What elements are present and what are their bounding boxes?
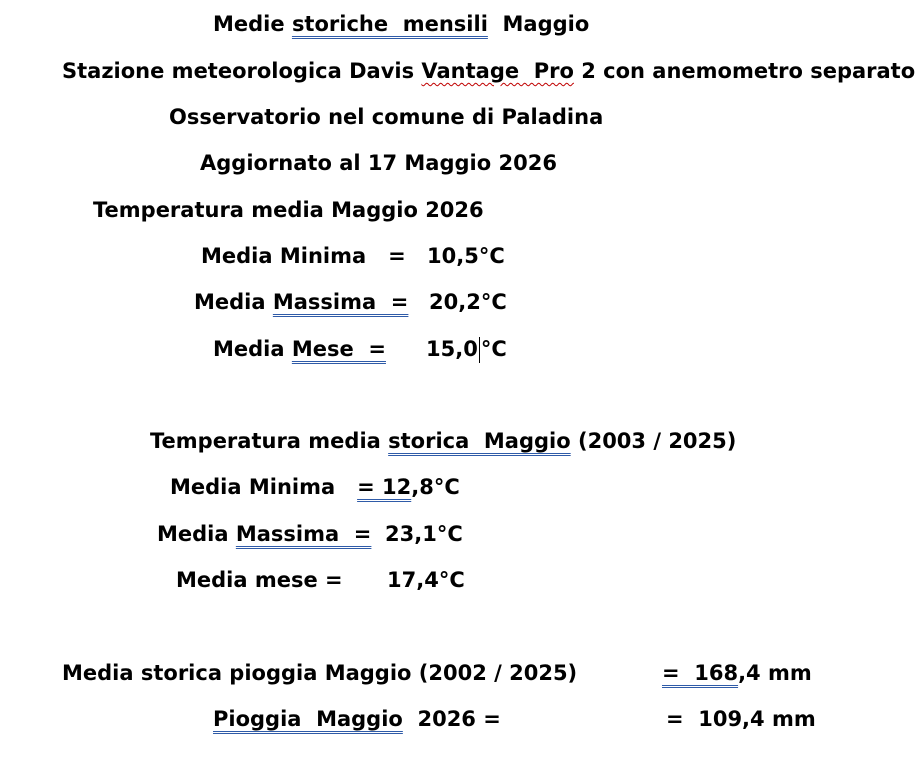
historical-heading	[150, 427, 736, 455]
historical-heading-text: Temperatura media	[150, 429, 389, 453]
rain-current-label	[213, 705, 501, 733]
current-month-value[interactable]	[426, 335, 507, 363]
station-line	[62, 57, 915, 85]
rain-current-value: = 109,4 mm	[666, 707, 816, 731]
historical-min-line	[170, 473, 460, 501]
current-max-label-underlined: Massima =	[272, 290, 409, 314]
current-month-number: 15,0	[426, 337, 478, 361]
historical-month-label: Media mese =	[176, 568, 343, 592]
rain-current-underlined: Pioggia Maggio	[213, 707, 403, 731]
current-max-label-text: Media	[194, 290, 273, 314]
station-model: Vantage Pro	[421, 59, 574, 83]
historical-max-value: 23,1°C	[385, 522, 463, 546]
current-month-label-text: Media	[213, 337, 292, 361]
updated-line: Aggiornato al 17 Maggio 2026	[200, 151, 557, 175]
historical-max-label	[157, 520, 371, 548]
rain-historical-label: Media storica pioggia Maggio (2002 / 2025)	[62, 661, 578, 685]
current-month-unit: °C	[480, 337, 507, 361]
historical-max-label-underlined: Massima =	[235, 522, 372, 546]
current-min-label: Media Minima =	[201, 244, 406, 268]
rain-current-year: 2026 =	[402, 707, 501, 731]
title-underlined-text: storiche mensili	[291, 12, 488, 36]
current-min-value: 10,5°C	[427, 244, 505, 268]
document-title	[213, 10, 589, 38]
current-max-label	[194, 288, 408, 316]
rain-historical-value	[662, 659, 812, 687]
current-month-label	[213, 335, 386, 363]
rain-historical-unit: ,4 mm	[738, 661, 812, 685]
historical-max-label-text: Media	[157, 522, 236, 546]
current-month-label-underlined: Mese =	[291, 337, 386, 361]
historical-month-value: 17,4°C	[387, 568, 465, 592]
title-text: Medie	[213, 12, 292, 36]
rain-historical-underlined: = 168	[662, 661, 739, 685]
historical-min-label: Media Minima	[170, 475, 358, 499]
current-max-value: 20,2°C	[429, 290, 507, 314]
station-text: Stazione meteorologica Davis	[62, 59, 422, 83]
current-heading: Temperatura media Maggio 2026	[93, 198, 484, 222]
historical-min-underlined: = 12	[357, 475, 412, 499]
observatory-line: Osservatorio nel comune di Paladina	[169, 105, 604, 129]
station-suffix: 2 con anemometro separato	[573, 59, 916, 83]
text-cursor	[479, 337, 480, 363]
historical-heading-years: (2003 / 2025)	[570, 429, 737, 453]
historical-min-value: ,8°C	[411, 475, 460, 499]
title-month: Maggio	[487, 12, 590, 36]
historical-heading-underlined: storica Maggio	[388, 429, 571, 453]
